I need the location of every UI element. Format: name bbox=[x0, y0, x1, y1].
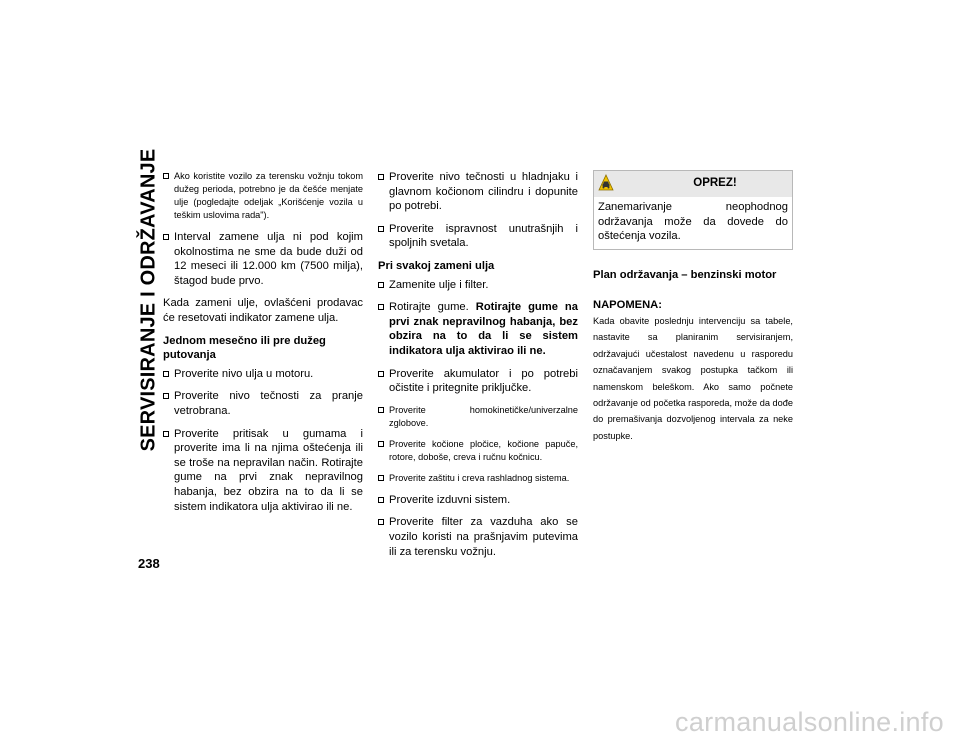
note-text: Kada obavite poslednju intervenciju sa tabele, nastavite sa planiranim servisiranjem, održavajući učestalost navedenu u rasporedu označavanjem svakog postupka tačkom ili namenskom beleškom. Ako samo počnete održavanje od početka rasporeda, može da dođe do premašivanja dozvoljenog intervala za neke postupke. bbox=[593, 315, 793, 441]
section-heading: Jednom mesečno ili pre dužeg putovanja bbox=[163, 334, 326, 362]
list-item bbox=[378, 300, 578, 358]
paragraph: Kada zameni ulje, ovlašćeni prodavac će resetovati indikator zamene ulja. bbox=[163, 297, 363, 324]
note-title: NAPOMENA: bbox=[593, 299, 662, 312]
list-item: Proverite filter za vazduha ako se vozilo koristi na prašnjavim putevima ili za terensku vožnju. bbox=[378, 515, 578, 559]
list-item: Proverite zaštitu i creva rashladnog sistema. bbox=[378, 472, 578, 485]
list-item: Interval zamene ulja ni pod kojim okolnostima ne sme da bude duži od 12 meseci ili 12.000 km (7500 milja), štagod bude prvo. bbox=[163, 230, 363, 288]
column-3 bbox=[593, 170, 793, 444]
caution-box bbox=[593, 170, 793, 250]
item-text: Rotirajte gume. bbox=[389, 301, 476, 314]
list-item: Zamenite ulje i filter. bbox=[378, 278, 578, 293]
item-bold-text: Rotirajte gume na prvi znak nepravilnog habanja, bez obzira na to da li se sistem indikatora ulja aktivirao ili ne. bbox=[389, 301, 578, 357]
list-item: Proverite nivo tečnosti za pranje vetrobrana. bbox=[163, 389, 363, 418]
watermark: carmanualsonline.info bbox=[675, 707, 944, 737]
list-item: Proverite nivo tečnosti u hladnjaku i glavnom kočionom cilindru i dopunite po potrebi. bbox=[378, 170, 578, 214]
list-item: Proverite kočione pločice, kočione papuče, rotore, doboše, creva i ručnu kočnicu. bbox=[378, 438, 578, 464]
list-item: Proverite akumulator i po potrebi očistite i pritegnite priključke. bbox=[378, 367, 578, 396]
list-item: Ako koristite vozilo za terensku vožnju tokom dužeg perioda, potrebno je da češće menjate ulje (pogledajte odeljak „Korišćenje vozila u teškim uslovima rada"). bbox=[163, 170, 363, 222]
list-item: Proverite pritisak u gumama i proverite ima li na njima oštećenja ili se troše na nepravilan način. Rotirajte gume na prvi znak nepravilnog habanja, bez obzira na to da li se sistem indikatora ulja aktivirao ili ne. bbox=[163, 427, 363, 515]
list-item: Proverite homokinetičke/univerzalne zglobove. bbox=[378, 404, 578, 430]
section-title: SERVISIRANJE I ODRŽAVANJE bbox=[137, 148, 160, 452]
list-item: Proverite nivo ulja u motoru. bbox=[163, 367, 363, 382]
column-1 bbox=[163, 170, 363, 522]
page-number: 238 bbox=[138, 556, 160, 571]
column-2 bbox=[378, 170, 578, 567]
section-heading: Pri svakoj zameni ulja bbox=[378, 259, 495, 272]
caution-text: Zanemarivanje neophodnog održavanja može da dovede do oštećenja vozila. bbox=[598, 201, 788, 243]
section-heading: Plan održavanja – benzinski motor bbox=[593, 268, 777, 281]
caution-title: OPREZ! bbox=[693, 177, 737, 189]
list-item: Proverite ispravnost unutrašnjih i spoljnih svetala. bbox=[378, 222, 578, 251]
list-item: Proverite izduvni sistem. bbox=[378, 493, 578, 508]
caution-header bbox=[594, 171, 792, 197]
